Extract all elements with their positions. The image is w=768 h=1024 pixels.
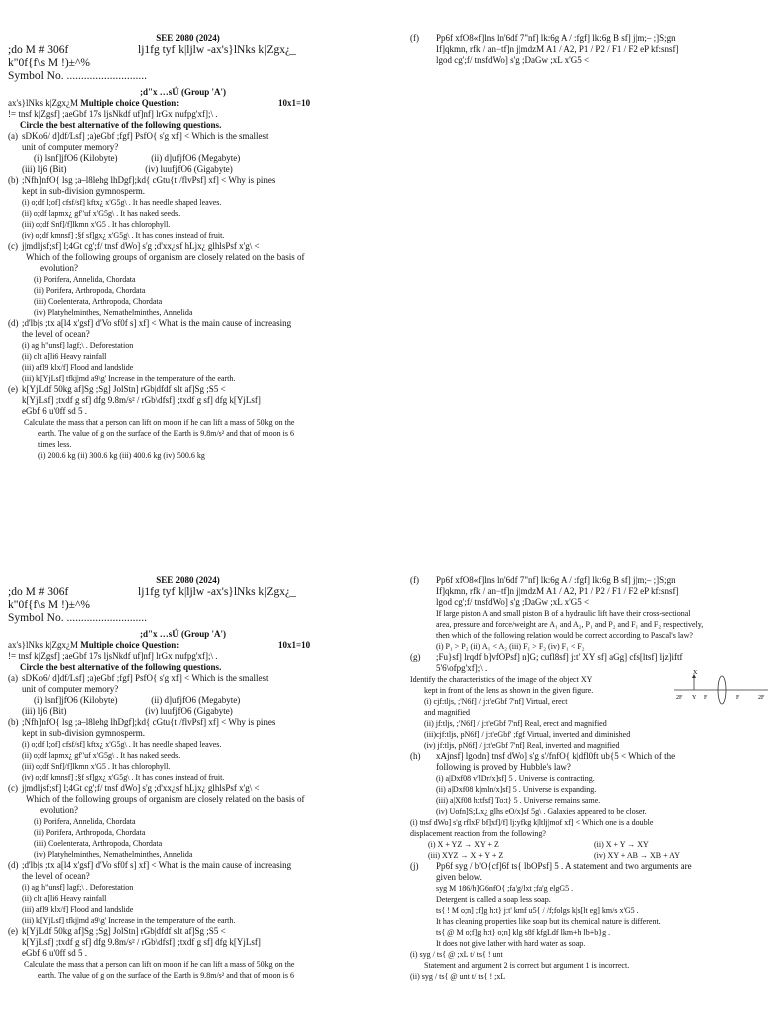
left-column: SEE 2080 (2024) ;do M # 306f lj1fg tyf k|ljlw -ax's}lNks k|Zgx¿_ k"0f{f\s M !)±^% Symbol No. ............................ ;d"x …sÚ (Group 'A') ax's}lNks k|Zgx¿M Multiple choice Question: 10x1=10 != tnsf k|Zgsf] ;aeGbf 17s ljsNkdf uf]nf] lrGx nufpg'xf];\ . Circle the best alternative of the following questions. (a) sDKo6/ d]df/Lsf] ;a)eGbf ;fgf] PsfO{ s'g xf] < Which is the smallest unit of computer memory? (i) lsnf]jfO6 (Kilobyte) (ii) d]ufjfO6 (Megabyte) (iii) lj6 (Bit) (iv) luufjfO6 (Gigabyte) (b) ;Nfh]nfO{ lsg ;a–l8lehg lhDgf];kd{ cGtu{t /flvPsf] xf] < Why is pines kept in sub-division gymnosperm. (i) o;df l;of] cfsf/sf] kftx¿ x'G5g\ . It has needle shaped leaves. (ii) o;df lapmx¿ gf"uf x'G5g\ . It has naked seeds. (iii) o;df Snf]/f]lkmn x'G5 . It has chlorophyll. (iv) o;df kmnsf] ;§f sf]gx¿ x'G5g\ . It has cones instead of fruit. (c) j|mdljsf;sf] l;4Gt cg';f/ tnsf dWo] s'g ;d'xx¿sf hLjx¿ glhlsPsf x'g\ < Which of the following groups of organism are closely related on the basis of evolution? (i) Porifera, Annelida, Chordata (ii) Porifera, Arthropoda, Chordata (iii) Coelenterata, Arthropoda, Chordata (iv) Platyhelminthes, Nemathelminthes, Annelida (d) ;d'lb|s ;tx a[l4 x'gsf] d'Vo sf0f s] xf] < What is the main cause of increasing the level of ocean? (i) ag h"unsf] lagf;\ . Deforestation (ii) clt a[li6 Heavy rainfall (iii) afl9 klx/f] Flood and landslide (iii) k[YjLsf] tfkj|md a9\g' Increase in the temperature of the earth. (e) k[YjLdf 50kg af]Sg ;Sg] JolStn] rGb|dfdf slt af]Sg ;S5 < k[YjLsf] ;txdf g sf] dfg 9.8m/s² / rGb\dfsf] ;txdf g sf] dfg k[YjLsf] eGbf 6 u'0ff sd 5 . Calculate the mass that a person can lift on moon if he can lift a mass of 50kg on the earth. The value of g on the surface of the Earth is 9.8m/s² and that of moon is 6 times less. (i) 200.6 kg (ii) 300.6 kg (iii) 400.6 kg (iv) 500.6 kg <box>8 33 358 461</box>
svg-text:2F: 2F <box>676 695 683 701</box>
mcq-en: Multiple choice Question: <box>80 98 180 108</box>
question-a: (a) sDKo6/ d]df/Lsf] ;a)eGbf ;fgf] PsfO{ s'g xf] < Which is the smallest unit of computer memory? (i) lsnf]jfO6 (Kilobyte) (ii) d]ufjfO6 (Megabyte) (iii) lj6 (Bit) (iv) luufjfO6 (Gigabyte) <box>8 131 269 174</box>
svg-text:F: F <box>704 695 708 701</box>
right-column-2: (f) Pp6f xfO8«f]lns ln'6df 7"nf] lk:6g A / :fgf] lk:6g B sf] j|m;– ;]S;gn If]qkmn, rfk / an−tf]n j|mdzM A1 / A2, P1 / P2 / F1 / F2 eP kf:snsf] lgod cg';f/ tnsfdWo] s'g ;DaGw ;xL x'G5 < If large piston A and small piston B of a hydraulic lift have their cross-sectional area, pressure and force/weight are A₁ and A₂, P₁ and P₂ and F₁ and F₂ respectively, then which of the following relation would be correct according to Pascal's law? (i) P₁ > P₂ (ii) A₁ < A₂ (iii) F₁ > F₂ (iv) F₁ < F₂ (g) ;Fu}sf] lrqdf b]vfOPsf] n]G; cufl8sf] j:t' XY sf] aGg] cfs[ltsf] ljz]iftf 5'6\ofpg'xf];\ . Identify the characteristics of the image of the object XY kept in front of the lens as shown in the given figure. (i) cjf:tljs, ;'N6f] / j:t'eGbf 7'nf] Virtual, erect and magnified (ii) jf:tljs, ;'N6f] / j:t'eGbf 7'nf] Real, erect and magnified (iii)cjf:tljs, pN6f] / j:t'eGbf' ;fgf Virtual, inverted and diminished (iv) jf:tljs, pN6f] / j:t'eGbf 7'nf] Real, inverted and magnified X 2F Y F F 2F (h) xAjnsf] lgodn] tnsf dWo] s'g s'/fnfO{ k|dfl0ft ub{5 < Which of the following is proved by Hubble's law? (i) a|Dxf08 v'lDr/x]sf] 5 . Universe is contracting. (ii) a|Dxf08 k|mln/x]sf] 5 . Universe is expanding. (iii) a|Xf08 h:tfsf] To:t} 5 . Universe remains same. (iv) Uofn]S;Lx¿ glhs eO/x]sf 5g\ . Galaxies appeared to be closer. (i) tnsf dWo] s'g rflxF bf]xf]/f] lj:yfkg k|ltlj|mof xf] < Which one is a double displacement reaction from the following? (i) X + YZ → XY + Z (ii) X + Y → XY (iii) XYZ → X + Y + Z (iv) XY + AB → XB + AY (j) Pp6f syg / b'O{cf]6f ts{ lbOPsf] 5 . A statement and two arguments are given below. syg M 186/h]G6nfO{ ;fa'g/lxt ;fa'g elgG5 . Detergent is called a soap less soap. ts{ ! M o;n] ;f]g h:t} j:t' kmf u5{ / /f;folgs k|s[lt eg] km/s x'G5 . It has cleaning properties like soap but its chemical nature is different. ts{ @ M o;f]g h:t} o;n] klg s8f kfgLdf lkm+h lb+b}g . It does not give lather with hard water as soap. (i) syg / ts{ @ ;xL t/ ts{ ! unt Statement and argument 2 is correct but argument 1 is incorrect. (ii) syg / ts{ @ unt t/ ts{ ! ;xL <box>410 575 760 982</box>
mcq-marks: 10x1=10 <box>278 98 311 108</box>
svg-text:Y: Y <box>692 695 697 701</box>
question-d: (d) ;d'lb|s ;tx a[l4 x'gsf] d'Vo sf0f s] xf] < What is the main cause of increasing the level of ocean? (i) ag h"unsf] lagf;\ . Deforestation (ii) clt a[li6 Heavy rainfall (iii) afl9 klx/f] Flood and landslide (iii) k[YjLsf] tfkj|md a9\g' Increase in the temperature of the earth. <box>8 318 292 383</box>
svg-text:X: X <box>693 670 698 676</box>
question-f: (f) Pp6f xfO8«f]lns ln'6df 7"nf] lk:6g A / :fgf] lk:6g B sf] j|m;– ;]S;gn If]qkmn, rfk / an−tf]n j|mdzM A1 / A2, P1 / P2 / F1 / F2 eP kf:snsf] lgod cg';f/ tnsfdWo] s'g ;DaGw ;xL x'G5 < <box>410 33 679 65</box>
question-h: (h) xAjnsf] lgodn] tnsf dWo] s'g s'/fnfO{ k|dfl0ft ub{5 < Which of the following is proved by Hubble's law? (i) a|Dxf08 v'lDr/x]sf] 5 . Universe is contracting. (ii) a|Dxf08 k|mln/x]sf] 5 . Universe is expanding. (iii) a|Xf08 h:tfsf] To:t} 5 . Universe remains same. (iv) Uofn]S;Lx¿ glhs eO/x]sf 5g\ . Galaxies appeared to be closer. <box>410 751 676 816</box>
left-column-2: SEE 2080 (2024) ;do M # 306f lj1fg tyf k|ljlw -ax's}lNks k|Zgx¿_ k"0f{f\s M !)±^% Symbol No. ............................ ;d"x …sÚ (Group 'A') ax's}lNks k|Zgx¿M Multiple choice Question: 10x1=10 != tnsf k|Zgsf] ;aeGbf 17s ljsNkdf uf]nf] lrGx nufpg'xf];\ . Circle the best alternative of the following questions. (a) sDKo6/ d]df/Lsf] ;a)eGbf ;fgf] PsfO{ s'g xf] < Which is the smallest unit of computer memory? (i) lsnf]jfO6 (Kilobyte) (ii) d]ufjfO6 (Megabyte) (iii) lj6 (Bit) (iv) luufjfO6 (Gigabyte) (b) ;Nfh]nfO{ lsg ;a–l8lehg lhDgf];kd{ cGtu{t /flvPsf] xf] < Why is pines kept in sub-division gymnosperm. (i) o;df l;of] cfsf/sf] kftx¿ x'G5g\ . It has needle shaped leaves. (ii) o;df lapmx¿ gf"uf x'G5g\ . It has naked seeds. (iii) o;df Snf]/f]lkmn x'G5 . It has chlorophyll. (iv) o;df kmnsf] ;§f sf]gx¿ x'G5g\ . It has cones instead of fruit. (c) j|mdljsf;sf] l;4Gt cg';f/ tnsf dWo] s'g ;d'xx¿sf hLjx¿ glhlsPsf x'g\ < Which of the following groups of organism are closely related on the basis of evolution? (i) Porifera, Annelida, Chordata (ii) Porifera, Arthropoda, Chordata (iii) Coelenterata, Arthropoda, Chordata (iv) Platyhelminthes, Nemathelminthes, Annelida (d) ;d'lb|s ;tx a[l4 x'gsf] d'Vo sf0f s] xf] < What is the main cause of increasing the level of ocean? (i) ag h"unsf] lagf;\ . Deforestation (ii) clt a[li6 Heavy rainfall (iii) afl9 klx/f] Flood and landslide (iii) k[YjLsf] tfkj|md a9\g' Increase in the temperature of the earth. (e) k[YjLdf 50kg af]Sg ;Sg] JolStn] rGb|dfdf slt af]Sg ;S5 < k[YjLsf] ;txdf g sf] dfg 9.8m/s² / rGb\dfsf] ;txdf g sf] dfg k[YjLsf] eGbf 6 u'0ff sd 5 . Calculate the mass that a person can lift on moon if he can lift a mass of 50kg on the earth. The value of g on the surface of the Earth is 9.8m/s² and that of moon is 6 <box>8 575 358 981</box>
question-b-2: (b) ;Nfh]nfO{ lsg ;a–l8lehg lhDgf];kd{ cGtu{t /flvPsf] xf] < Why is pines kept in sub-division gymnosperm. (i) o;df l;of] cfsf/sf] kftx¿ x'G5g\ . It has needle shaped leaves. (ii) o;df lapmx¿ gf"uf x'G5g\ . It has naked seeds. (iii) o;df Snf]/f]lkmn x'G5 . It has chlorophyll. (iv) o;df kmnsf] ;§f sf]gx¿ x'G5g\ . It has cones instead of fruit. <box>8 717 276 782</box>
question-g: (g) ;Fu}sf] lrqdf b]vfOPsf] n]G; cufl8sf] j:t' XY sf] aGg] cfs[ltsf] ljz]iftf 5'6\ofpg'xf];\ . <box>410 652 683 673</box>
right-column <box>410 33 760 66</box>
question-d-2: (d) ;d'lb|s ;tx a[l4 x'gsf] d'Vo sf0f s] xf] < What is the main cause of increasing the level of ocean? (i) ag h"unsf] lagf;\ . Deforestation (ii) clt a[li6 Heavy rainfall (iii) afl9 klx/f] Flood and landslide (iii) k[YjLsf] tfkj|md a9\g' Increase in the temperature of the earth. <box>8 860 292 925</box>
question-b: (b) ;Nfh]nfO{ lsg ;a–l8lehg lhDgf];kd{ cGtu{t /flvPsf] xf] < Why is pines kept in sub-division gymnosperm. (i) o;df l;of] cfsf/sf] kftx¿ x'G5g\ . It has needle shaped leaves. (ii) o;df lapmx¿ gf"uf x'G5g\ . It has naked seeds. (iii) o;df Snf]/f]lkmn x'G5 . It has chlorophyll. (iv) o;df kmnsf] ;§f sf]gx¿ x'G5g\ . It has cones instead of fruit. <box>8 175 276 240</box>
exam-year: SEE 2080 (2024) <box>156 33 220 43</box>
svg-text:2F: 2F <box>758 695 765 701</box>
exam-code: ;do M # 306f <box>8 44 69 56</box>
question-f-2: (f) Pp6f xfO8«f]lns ln'6df 7"nf] lk:6g A / :fgf] lk:6g B sf] j|m;– ;]S;gn If]qkmn, rfk / an−tf]n j|mdzM A1 / A2, P1 / P2 / F1 / F2 eP kf:snsf] lgod cg';f/ tnsfdWo] s'g ;DaGw ;xL x'G5 < If large piston A and small piston B of a hydraulic lift have their cross-sectional area, pressure and force/weight are A₁ and A₂, P₁ and P₂ and F₁ and F₂ respectively, then which of the following relation would be correct according to Pascal's law? (i) P₁ > P₂ (ii) A₁ < A₂ (iii) F₁ > F₂ (iv) F₁ < F₂ <box>410 575 704 651</box>
question-a-2: (a) sDKo6/ d]df/Lsf] ;a)eGbf ;fgf] PsfO{ s'g xf] < Which is the smallest unit of computer memory? (i) lsnf]jfO6 (Kilobyte) (ii) d]ufjfO6 (Megabyte) (iii) lj6 (Bit) (iv) luufjfO6 (Gigabyte) <box>8 673 269 716</box>
question-j: (j) Pp6f syg / b'O{cf]6f ts{ lbOPsf] 5 . A statement and two arguments are given below. syg M 186/h]G6nfO{ ;fa'g/lxt ;fa'g elgG5 . Detergent is called a soap less soap. ts{ ! M o;n] ;f]g h:t} j:t' kmf u5{ / /f;folgs k|s[lt eg] km/s x'G5 . It has cleaning properties like soap but its chemical nature is different. ts{ @ M o;f]g h:t} o;n] klg s8f kfgLdf lkm+h lb+b}g . It does not give lather with hard water as soap. <box>410 861 692 948</box>
lens-diagram <box>672 668 768 708</box>
instruction-np: != tnsf k|Zgsf] ;aeGbf 17s ljsNkdf uf]nf] lrGx nufpg'xf];\ . <box>8 109 218 119</box>
full-marks: k"0f{f\s M !)±^% <box>8 57 90 69</box>
exam-title: lj1fg tyf k|ljlw -ax's}lNks k|Zgx¿_ <box>138 44 296 56</box>
instruction-en: Circle the best alternative of the following questions. <box>20 120 222 130</box>
symbol-number: Symbol No. ............................ <box>8 70 147 82</box>
question-e: (e) k[YjLdf 50kg af]Sg ;Sg] JolStn] rGb|dfdf slt af]Sg ;S5 < k[YjLsf] ;txdf g sf] dfg 9.8m/s² / rGb\dfsf] ;txdf g sf] dfg k[YjLsf] eGbf 6 u'0ff sd 5 . <box>8 384 261 416</box>
question-c: (c) j|mdljsf;sf] l;4Gt cg';f/ tnsf dWo] s'g ;d'xx¿sf hLjx¿ glhlsPsf x'g\ < <box>8 241 260 251</box>
question-c-2: (c) j|mdljsf;sf] l;4Gt cg';f/ tnsf dWo] s'g ;d'xx¿sf hLjx¿ glhlsPsf x'g\ < <box>8 783 260 793</box>
group-title: ;d"x …sÚ (Group 'A') <box>139 87 227 97</box>
svg-text:F: F <box>736 695 740 701</box>
page-bottom <box>0 512 768 1024</box>
question-e-2: (e) k[YjLdf 50kg af]Sg ;Sg] JolStn] rGb|dfdf slt af]Sg ;S5 < k[YjLsf] ;txdf g sf] dfg 9.8m/s² / rGb\dfsf] ;txdf g sf] dfg k[YjLsf] eGbf 6 u'0ff sd 5 . <box>8 926 261 958</box>
question-i: (i) tnsf dWo] s'g rflxF bf]xf]/f] lj:yfkg k|ltlj|mof xf] < Which one is a double <box>410 818 654 827</box>
mcq-label: ax's}lNks k|Zgx¿M <box>8 98 78 108</box>
